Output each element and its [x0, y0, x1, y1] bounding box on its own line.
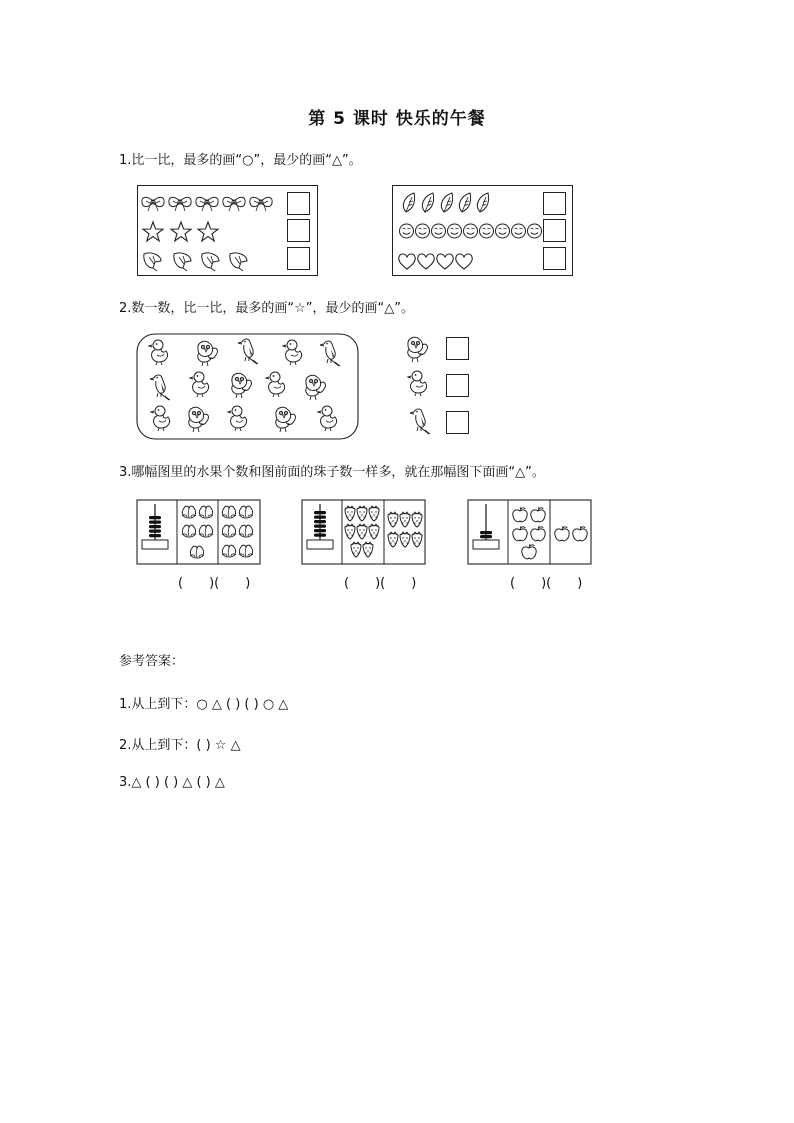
- strawberry-icon-group-2: [388, 512, 422, 547]
- peach-icon-group-2: [222, 506, 253, 557]
- peach-icon-group-1: [182, 506, 213, 558]
- strawberry-icon-group-1: [345, 506, 379, 557]
- q2-answer-box-chick[interactable]: [446, 337, 469, 360]
- q3-figure-c: [468, 500, 591, 564]
- q3-figure-a: [137, 500, 260, 564]
- q3-answer-parens-c[interactable]: ( )( ): [510, 576, 583, 591]
- abacus-icon: [307, 504, 333, 549]
- question-1-text: 1.比一比，最多的画“○”，最少的画“△”。: [119, 153, 362, 168]
- q3-answer-parens-b[interactable]: ( )( ): [344, 576, 417, 591]
- q3-figure-b: [302, 500, 425, 564]
- answers-heading: 参考答案：: [119, 654, 185, 669]
- answer-2: 2.从上到下：( ) ☆ △: [119, 738, 241, 753]
- question-2-text: 2.数一数，比一比，最多的画“☆”，最少的画“△”。: [119, 301, 414, 316]
- q2-answer-box-duck[interactable]: [446, 374, 469, 397]
- abacus-icon: [142, 504, 168, 549]
- q2-bird-grid: [149, 339, 340, 432]
- q2-legend-birds: [408, 337, 430, 434]
- answer-3: 3.△ ( ) ( ) △ ( ) △: [119, 775, 225, 790]
- answer-1: 1.从上到下：○ △ ( ) ( ) ○ △: [119, 697, 289, 712]
- page-title: 第 5 课时 快乐的午餐: [308, 109, 486, 129]
- abacus-icon: [473, 504, 499, 549]
- apple-icon-group-1: [513, 507, 545, 559]
- q2-answer-box-magpie[interactable]: [446, 411, 469, 434]
- q2-birds-figure: [0, 0, 794, 460]
- question-3-text: 3.哪幅图里的水果个数和图前面的珠子数一样多，就在那幅图下面画“△”。: [119, 465, 545, 480]
- apple-icon-group-2: [555, 526, 587, 541]
- q3-figures: [0, 490, 794, 570]
- q3-answer-parens-a[interactable]: ( )( ): [178, 576, 251, 591]
